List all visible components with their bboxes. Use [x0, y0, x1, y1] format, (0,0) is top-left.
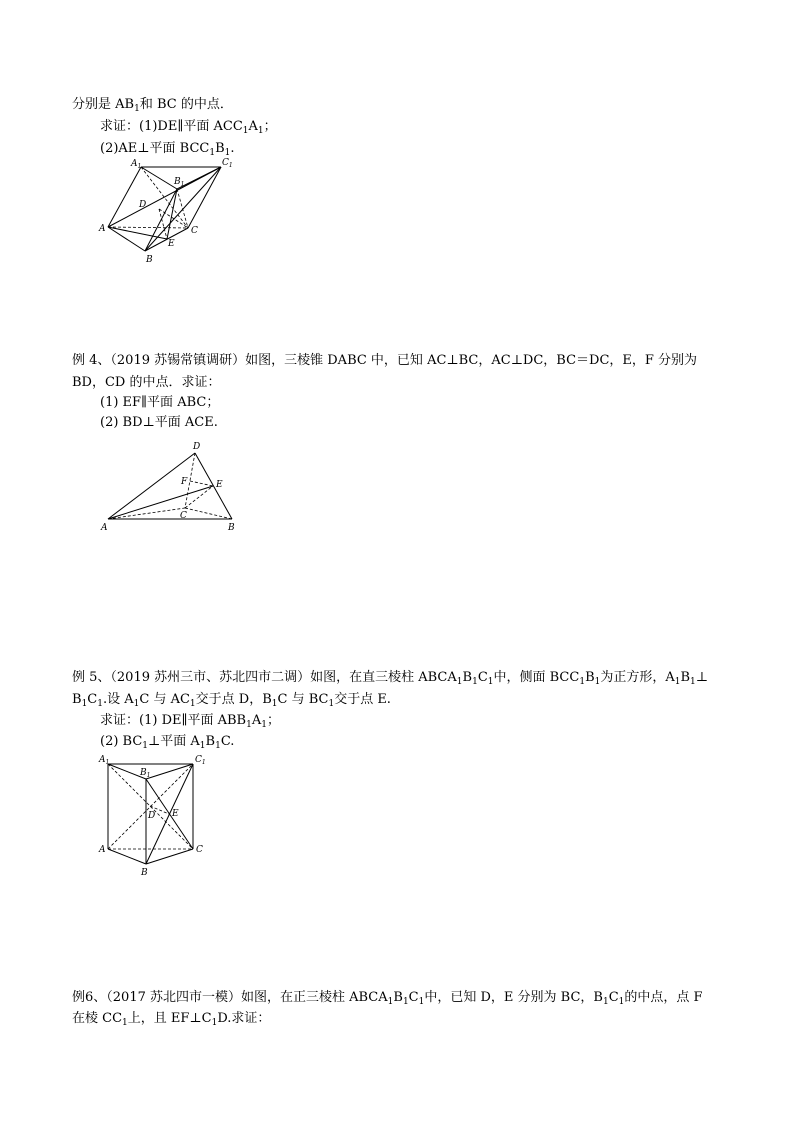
- ex5-prove-label: 求证：: [100, 713, 140, 728]
- label-B1-main: B: [174, 177, 181, 187]
- hidden-edge-AC: [108, 227, 188, 228]
- label-C1: [222, 158, 233, 169]
- ex5-l1-f: 为正方形，A: [600, 670, 675, 685]
- ex5-l1-b: B: [462, 670, 473, 685]
- hidden-edge-CB: [185, 508, 232, 519]
- label-E: E: [216, 480, 223, 490]
- label-B1-sub: 1: [146, 772, 151, 779]
- label-A: A: [99, 224, 106, 234]
- ex5-line1: [72, 669, 708, 686]
- ex5-l2-s5: 1: [271, 699, 278, 709]
- label-C: C: [191, 226, 198, 236]
- ex5-l2-s3: 1: [133, 699, 140, 709]
- ex5-l2-b: C: [87, 692, 98, 707]
- ex3-line1-b: 和 BC 的中点．: [139, 97, 233, 112]
- edge-DB: [195, 453, 232, 519]
- ex5-p2-s2: 1: [199, 741, 206, 751]
- ex5-p1-b: A: [251, 713, 262, 728]
- ex6-l1-b: B: [393, 990, 403, 1005]
- ex5-l2-f: C 与 BC: [277, 692, 329, 707]
- label-B: B: [141, 868, 148, 878]
- ex5-l1-a: 例 5、（2019 苏州三市、苏北四市二调）如图，在直三棱柱 ABCA: [72, 670, 457, 685]
- ex3-p1-sub1: 1: [242, 126, 249, 136]
- ex4-line1: 例 4、（2019 苏锡常镇调研）如图，三棱锥 DABC 中，已知 AC⊥BC，AC⊥DC，BC＝DC，E，F 分别为: [72, 353, 698, 368]
- ex5-p2-s1: 1: [142, 741, 149, 751]
- edge-AB: [108, 849, 146, 864]
- ex5-l1-d: 中，侧面 BCC: [493, 670, 580, 685]
- ex3-p1-a: (1)DE∥平面 ACC: [139, 119, 243, 134]
- label-D: D: [139, 200, 147, 210]
- ex3-p2-sub1: 1: [209, 148, 216, 158]
- ex6-l2-b: 上，且 EF⊥C: [127, 1011, 212, 1026]
- ex5-l2-s1: 1: [81, 699, 88, 709]
- label-B1: [173, 177, 184, 188]
- label-B: B: [228, 523, 235, 533]
- ex5-p1-c: ；: [266, 713, 280, 728]
- ex5-l1-c: C: [477, 670, 488, 685]
- ex5-l1-s7: 1: [690, 677, 696, 687]
- ex3-p2-c: .: [230, 141, 235, 156]
- label-D: D: [148, 811, 156, 821]
- label-D: D: [193, 442, 201, 452]
- ex5-l2-s4: 1: [189, 699, 196, 709]
- edge-A1B1: [141, 167, 177, 189]
- label-B: B: [146, 255, 153, 265]
- label-C1-main: C: [195, 755, 202, 765]
- ex3-line1-sub: 1: [134, 104, 140, 114]
- label-A: A: [101, 523, 108, 533]
- ex6-l1-e: C: [608, 990, 619, 1005]
- ex5-prove-2: [100, 733, 234, 750]
- ex5-p2-s3: 1: [215, 741, 221, 751]
- label-A1-main: A: [99, 755, 106, 765]
- figure-prism-1: [96, 152, 246, 268]
- ex5-p2-b: ⊥平面 A: [148, 734, 200, 749]
- ex6-l2-a: 在棱 CC: [72, 1011, 123, 1026]
- edge-BC: [146, 849, 193, 864]
- segment-B1E: [167, 189, 177, 239]
- ex3-p2-a: (2)AE⊥平面 BCC: [100, 141, 210, 156]
- ex5-l1-s3: 1: [487, 677, 494, 687]
- ex5-l2-s2: 1: [97, 699, 103, 709]
- ex4-line2: BD，CD 的中点．求证：: [72, 375, 221, 390]
- ex5-l1-s6: 1: [674, 677, 681, 687]
- ex3-prove-label: 求证：: [100, 119, 140, 134]
- figure-tetrahedron-svg: [96, 438, 241, 536]
- ex6-l1-d: 中，已知 D，E 分别为 BC，B: [424, 990, 603, 1005]
- label-C1-sub: 1: [201, 759, 206, 766]
- label-E: E: [168, 239, 175, 249]
- ex5-p1-a: (1) DE∥平面 ABB: [139, 713, 247, 728]
- label-F: F: [181, 477, 188, 487]
- ex5-l2-a: B: [72, 692, 82, 707]
- label-A1-sub: 1: [137, 163, 142, 170]
- ex5-p1-s1: 1: [246, 720, 252, 730]
- label-E: E: [172, 809, 179, 819]
- ex5-prove-1: [100, 712, 280, 729]
- ex3-line1-a: 分别是 AB: [72, 97, 135, 112]
- ex4-prove-1: (1) EF∥平面 ABC；: [100, 395, 220, 410]
- label-A1-sub: 1: [105, 759, 110, 766]
- label-C1: [195, 755, 206, 766]
- figure-prism-1-svg: [96, 152, 246, 268]
- figure-tetrahedron: [96, 438, 241, 536]
- ex5-l2-s6: 1: [328, 699, 335, 709]
- ex6-l1-s1: 1: [387, 997, 394, 1007]
- ex5-p2-c: B: [205, 734, 216, 749]
- hidden-segment-CE: [185, 486, 213, 508]
- edge-B1C1: [146, 764, 193, 779]
- ex6-l2-s2: 1: [211, 1018, 218, 1028]
- ex6-l1-s2: 1: [402, 997, 409, 1007]
- ex3-p1-sub2: 1: [257, 126, 264, 136]
- ex5-l2-c: .设 A: [102, 692, 134, 707]
- ex3-p1-c: ；: [263, 119, 277, 134]
- ex5-l1-s5: 1: [594, 677, 601, 687]
- label-A: A: [99, 845, 106, 855]
- ex5-l1-h: ⊥: [695, 670, 709, 685]
- hidden-segment-FE: [190, 481, 213, 486]
- ex6-l2-s1: 1: [122, 1018, 128, 1028]
- label-B1-main: B: [140, 768, 147, 778]
- ex5-line2: [72, 691, 391, 708]
- label-C1-main: C: [222, 158, 229, 168]
- ex3-prove-1: [100, 118, 277, 135]
- label-C1-sub: 1: [228, 162, 233, 169]
- label-C: C: [180, 511, 187, 521]
- label-B1: [139, 768, 150, 779]
- ex5-p2-a: (2) BC: [100, 734, 143, 749]
- ex5-l2-g: 交于点 E.: [334, 692, 391, 707]
- label-C: C: [196, 845, 203, 855]
- ex5-l1-e: B: [585, 670, 595, 685]
- ex5-l1-s2: 1: [472, 677, 478, 687]
- segment-AE: [108, 486, 213, 519]
- label-B1-sub: 1: [180, 181, 185, 188]
- ex6-l1-f: 的中点，点 F: [624, 990, 703, 1005]
- ex5-l1-s4: 1: [579, 677, 586, 687]
- ex5-p1-s2: 1: [261, 720, 267, 730]
- figure-prism-2: [96, 752, 216, 880]
- ex6-l1-s3: 1: [418, 997, 425, 1007]
- ex6-line2: [72, 1010, 270, 1027]
- ex5-l2-d: C 与 AC: [139, 692, 190, 707]
- ex3-p2-sub2: 1: [224, 148, 231, 158]
- ex6-l1-c: C: [408, 990, 419, 1005]
- ex6-l1-s4: 1: [602, 997, 609, 1007]
- ex6-l1-a: 例6、（2017 苏北四市一模）如图，在正三棱柱 ABCA: [72, 990, 388, 1005]
- ex6-l1-s5: 1: [618, 997, 625, 1007]
- ex5-l1-g: B: [680, 670, 691, 685]
- label-A1-main: A: [131, 159, 138, 169]
- ex4-prove-2: (2) BD⊥平面 ACE.: [100, 415, 218, 430]
- hidden-segment-B1C: [177, 189, 188, 228]
- figure-prism-2-svg: [96, 752, 216, 880]
- ex3-line1: [72, 96, 233, 113]
- label-A1: [130, 159, 141, 170]
- label-A1: [98, 755, 109, 766]
- ex5-p2-d: C.: [220, 734, 235, 749]
- ex6-line1: [72, 989, 703, 1006]
- ex3-p1-b: A: [248, 119, 258, 134]
- ex5-l2-e: 交于点 D，B: [195, 692, 272, 707]
- ex3-p2-b: B: [215, 141, 225, 156]
- ex5-l1-s1: 1: [456, 677, 463, 687]
- ex6-l2-c: D.求证：: [217, 1011, 271, 1026]
